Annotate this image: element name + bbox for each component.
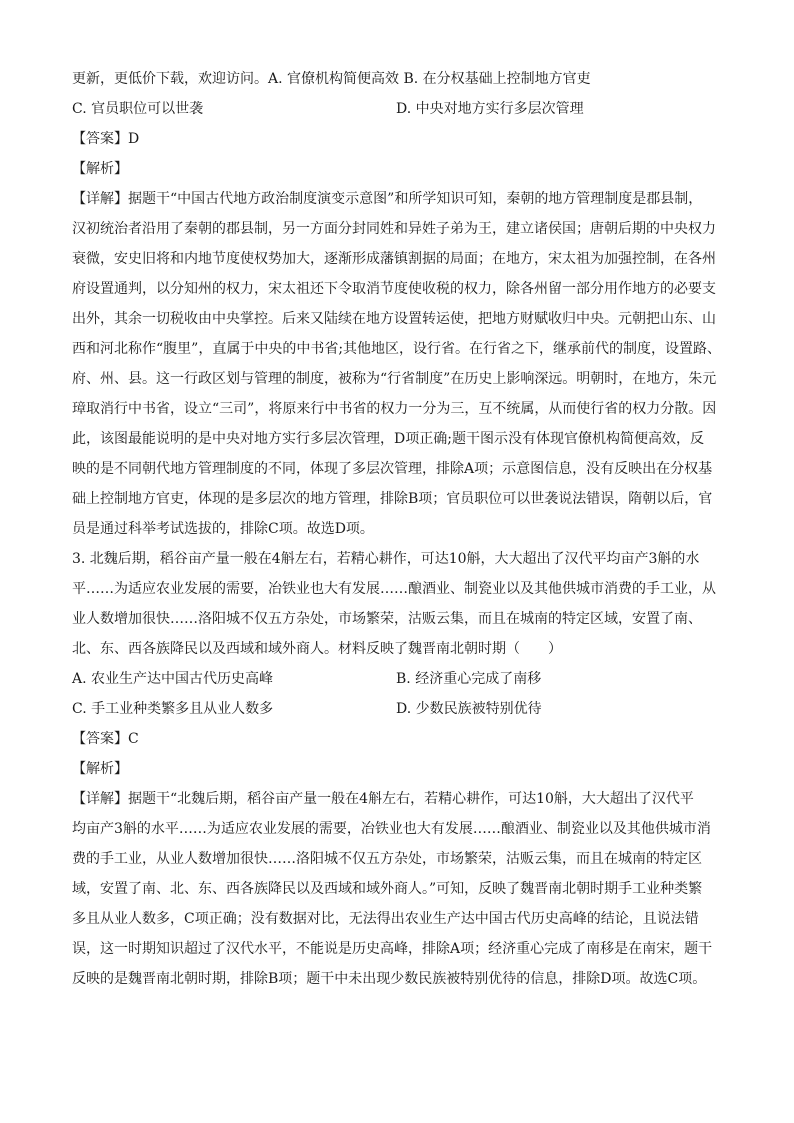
q3-answer: 【答案】C [72,731,139,747]
q3-option-b: B. 经济重心完成了南移 [396,671,542,687]
q2-answer: 【答案】D [72,131,140,147]
q2-detail-line: 础上控制地方官吏，体现的是多层次的地方管理，排除B项；官员职位可以世袭说法错误，隋朝以后，官 [72,491,713,507]
q3-detail-line: 均亩产3斛的水平……为适应农业发展的需要，冶铁业也大有发展……酿酒业、制瓷业以及其他供城市消 [72,821,711,837]
q3-option-d: D. 少数民族被特别优待 [396,701,542,717]
q3-analysis-heading: 【解析】 [72,761,128,777]
q3-detail-line: 域，安置了南、北、东、西各族降民以及西域和域外商人。”可知，反映了魏晋南北朝时期手工业种类繁 [72,881,703,897]
q2-detail-line: 【详解】据题干“中国古代地方政治制度演变示意图”和所学知识可知，秦朝的地方管理制度是郡县制， [72,191,703,207]
q3-option-c: C. 手工业种类繁多且从业人数多 [72,701,274,717]
q2-detail-line: 衰微，安史旧将和内地节度使权势加大，逐渐形成藩镇割据的局面；在地方，宋太祖为加强控制，在各州 [72,251,716,267]
q3-stem [72,544,722,664]
q3-stem-line: 平……为适应农业发展的需要，冶铁业也大有发展……酿酒业、制瓷业以及其他供城市消费的手工业，从 [72,581,716,597]
document-page [72,64,722,994]
q3-detail-paragraph [72,784,722,994]
q2-detail-line: 汉初统治者沿用了秦朝的郡县制，另一方面分封同姓和异姓子弟为王，建立诸侯国；唐朝后期的中央权力 [72,221,716,237]
q2-detail-line: 映的是不同朝代地方管理制度的不同，体现了多层次管理，排除A项；示意图信息，没有反映出在分权基 [72,461,713,477]
q2-detail-line: 此，该图最能说明的是中央对地方实行多层次管理，D项正确;题干图示没有体现官僚机构简便高效，反 [72,431,704,447]
q3-options-row-ab [72,664,722,694]
q3-stem-line: 3. 北魏后期，稻谷亩产量一般在4斛左右，若精心耕作，可达10斛，大大超出了汉代平均亩产3斛的水 [72,551,700,567]
q3-detail-line: 【详解】据题干“北魏后期，稻谷亩产量一般在4斛左右，若精心耕作，可达10斛，大大超出了汉代平 [72,791,694,807]
q2-options-line: 更新，更低价下载，欢迎访问。A. 官僚机构简便高效 B. 在分权基础上控制地方官吏 [72,71,591,87]
q2-option-d: D. 中央对地方实行多层次管理 [396,101,584,117]
q3-options-row-cd [72,694,722,724]
q3-detail-line: 反映的是魏晋南北朝时期，排除B项；题干中未出现少数民族被特别优待的信息，排除D项。故选C项。 [72,971,707,987]
q2-detail-line: 璋取消行中书省，设立“三司”，将原来行中书省的权力一分为三，互不统属，从而使行省的权力分散。因 [72,401,717,417]
q2-detail-line: 员是通过科举考试选拔的，排除C项。故选D项。 [72,521,374,537]
q2-detail-line: 西和河北称作“腹里”，直属于中央的中书省;其他地区，设行省。在行省之下，继承前代的制度，设置路、 [72,341,722,357]
q2-detail-line: 府设置通判，以分知州的权力，宋太祖还下令取消节度使收税的权力，除各州留一部分用作地方的必要支 [72,281,716,297]
q3-stem-line: 业人数增加很快……洛阳城不仅五方杂处，市场繁荣，沽贩云集，而且在城南的特定区域，安置了南、 [72,611,702,627]
q2-analysis-heading: 【解析】 [72,161,128,177]
q2-detail-line: 府、州、县。这一行政区划与管理的制度，被称为“行省制度”在历史上影响深远。明朝时，在地方，朱元 [72,371,717,387]
q2-option-c: C. 官员职位可以世袭 [72,101,204,117]
q3-option-a: A. 农业生产达中国古代历史高峰 [72,671,274,687]
q2-detail-line: 出外，其余一切税收由中央掌控。后来又陆续在地方设置转运使，把地方财赋收归中央。元朝把山东、山 [72,311,716,327]
q2-detail-paragraph [72,184,722,544]
q3-detail-line: 多且从业人数多，C项正确；没有数据对比，无法得出农业生产达中国古代历史高峰的结论，且说法错 [72,911,699,927]
q3-detail-line: 费的手工业，从业人数增加很快……洛阳城不仅五方杂处，市场繁荣，沽贩云集，而且在城南的特定区 [72,851,702,867]
q3-detail-line: 误，这一时期知识超过了汉代水平，不能说是历史高峰，排除A项；经济重心完成了南移是在南宋，题干 [72,941,713,957]
q2-options-row-cd [72,94,722,124]
q3-stem-line: 北、东、西各族降民以及西域和域外商人。材料反映了魏晋南北朝时期（ ） [72,641,562,657]
